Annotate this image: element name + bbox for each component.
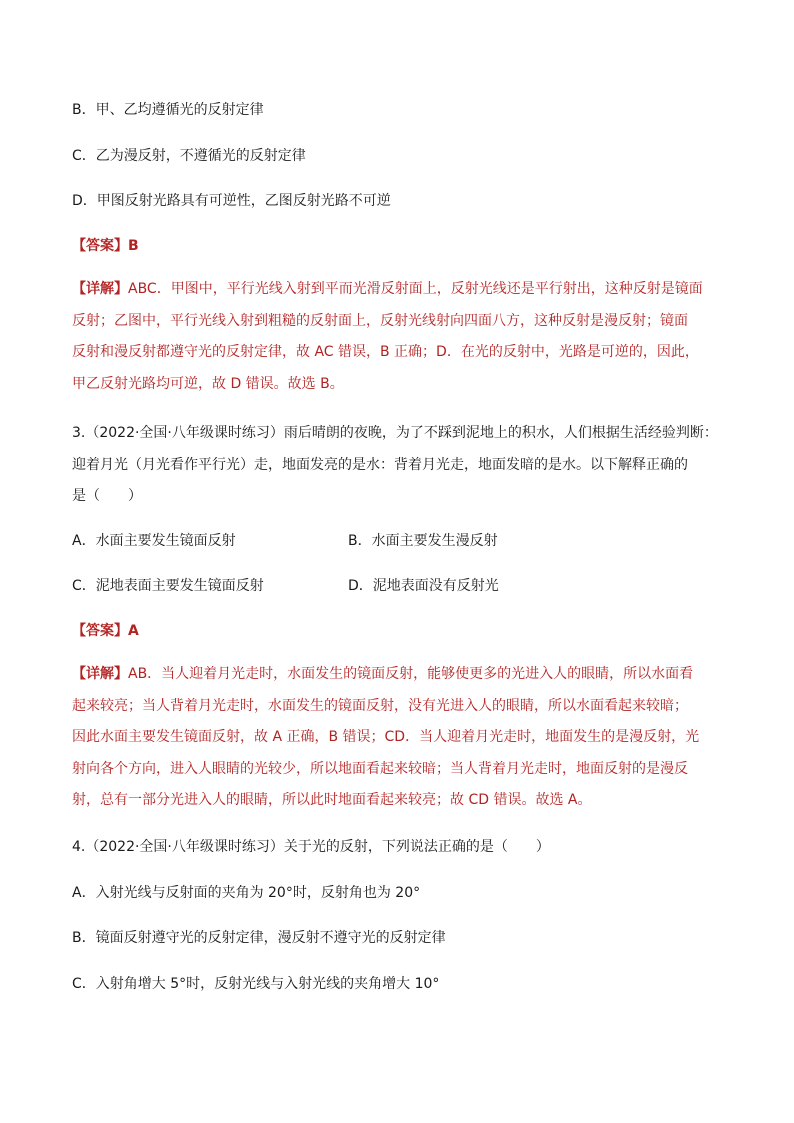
q2-option-b: B．甲、乙均遵循光的反射定律 — [72, 102, 264, 118]
q3-stem-line: 迎着月光（月光看作平行光）走，地面发亮的是水：背着月光走，地面发暗的是水。以下解释正确的 — [72, 456, 688, 473]
q3-stem — [72, 418, 724, 513]
answer-tag: 【答案】 — [72, 623, 128, 639]
q3-detail-line: 起来较亮；当人背着月光走时，水面发生的镜面反射，没有光进入人的眼睛，所以水面看起来较暗； — [72, 697, 688, 714]
q3-answer — [72, 621, 139, 641]
q3-option-c: C．泥地表面主要发生镜面反射 — [72, 578, 264, 594]
q2-detail-line: 反射和漫反射都遵守光的反射定律，故 AC 错误，B 正确；D．在光的反射中，光路是可逆的，因此， — [72, 344, 699, 360]
q3-stem-line: 3.（2022·全国·八年级课时练习）雨后晴朗的夜晚，为了不踩到泥地上的积水，人们根据生活经验判断： — [72, 425, 718, 441]
q3-detail-line: 射，总有一部分光进入人的眼睛，所以此时地面看起来较亮；故 CD 错误。故选 A。 — [72, 792, 592, 808]
q2-answer — [72, 236, 139, 256]
q4-option-a: A．入射光线与反射面的夹角为 20°时，反射角也为 20° — [72, 885, 421, 901]
q3-detail-line: AB．当人迎着月光走时，水面发生的镜面反射，能够使更多的光进入人的眼睛，所以水面看 — [128, 666, 694, 682]
q2-detail — [72, 274, 724, 400]
q3-detail — [72, 659, 724, 817]
q2-detail-line: ABC．甲图中，平行光线入射到平而光滑反射面上，反射光线还是平行射出，这种反射是镜面 — [128, 281, 703, 297]
q3-detail-line: 因此水面主要发生镜面反射，故 A 正确，B 错误；CD．当人迎着月光走时，地面发生的是漫反射，光 — [72, 729, 700, 745]
q4-option-b: B．镜面反射遵守光的反射定律，漫反射不遵守光的反射定律 — [72, 930, 446, 946]
detail-tag: 【详解】 — [72, 666, 128, 682]
detail-tag: 【详解】 — [72, 281, 128, 297]
q3-stem-line: 是（ ） — [72, 488, 142, 504]
q2-detail-line: 甲乙反射光路均可逆，故 D 错误。故选 B。 — [72, 375, 344, 392]
q3-detail-line: 射向各个方向，进入人眼睛的光较少，所以地面看起来较暗；当人背着月光走时，地面反射的是漫反 — [72, 760, 688, 777]
q3-option-b: B．水面主要发生漫反射 — [348, 533, 498, 549]
q2-option-c: C．乙为漫反射，不遵循光的反射定律 — [72, 148, 306, 164]
q3-option-d: D．泥地表面没有反射光 — [348, 578, 499, 594]
q4-stem: 4.（2022·全国·八年级课时练习）关于光的反射，下列说法正确的是（ ） — [72, 839, 550, 855]
q2-detail-line: 反射；乙图中，平行光线入射到粗糙的反射面上，反射光线射向四面八方，这种反射是漫反射；镜面 — [72, 312, 688, 329]
answer-value: B — [128, 238, 139, 254]
q3-option-a: A．水面主要发生镜面反射 — [72, 533, 236, 549]
q2-option-d: D．甲图反射光路具有可逆性，乙图反射光路不可逆 — [72, 193, 391, 209]
q4-option-c: C．入射角增大 5°时，反射光线与入射光线的夹角增大 10° — [72, 976, 440, 992]
answer-tag: 【答案】 — [72, 238, 128, 254]
answer-value: A — [128, 623, 139, 639]
